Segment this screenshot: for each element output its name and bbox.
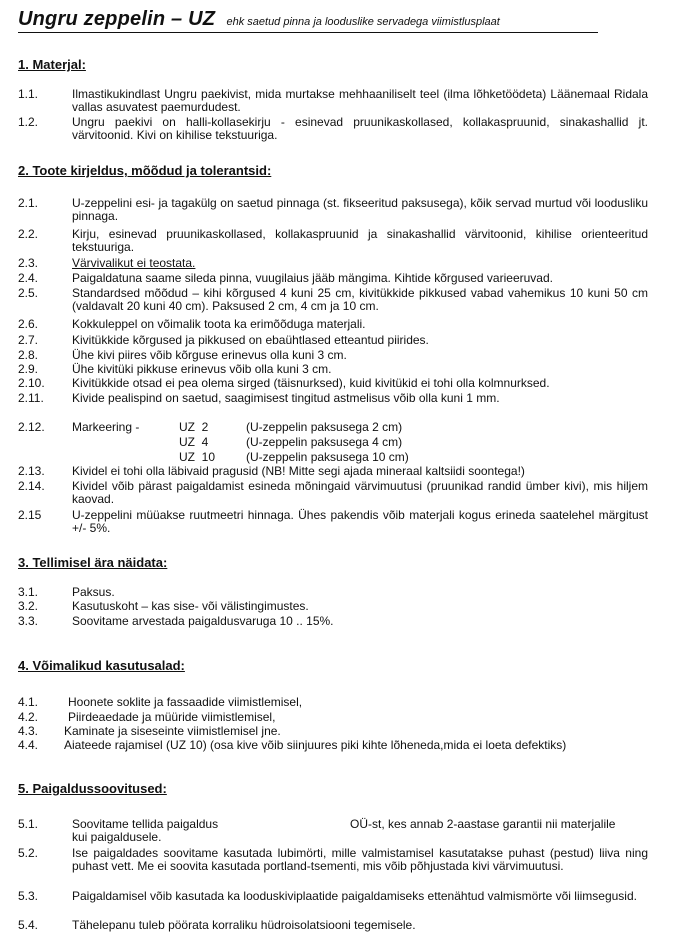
item-number: 4.3. — [18, 724, 39, 738]
section-heading-materjal: 1. Materjal: — [18, 57, 86, 72]
item-text-part-c: kui paigaldusele. — [72, 830, 162, 844]
section-heading-toote-kirjeldus: 2. Toote kirjeldus, mõõdud ja tolerantsid: — [18, 163, 272, 178]
list-item — [18, 711, 648, 724]
list-item — [18, 272, 648, 285]
item-number: 3.3. — [18, 614, 39, 628]
title-subtitle: ehk saetud pinna ja looduslike servadega viimistlusplaat — [226, 16, 500, 28]
item-number: 2.5. — [18, 286, 39, 300]
list-item — [18, 287, 648, 313]
list-item — [18, 509, 648, 535]
item-text: Kivide pealispind on saetud, saagimisest tingitud astmelisus võib olla kuni 1 mm. — [72, 391, 500, 405]
item-number: 2.10. — [18, 376, 45, 390]
item-text: Paksus. — [72, 585, 115, 599]
item-number: 1.1. — [18, 87, 39, 101]
item-text: Kirju, esinevad pruunikaskollased, kollakaspruunid ja sinakashallid värvitoonid, kihilise orienteeritud tekstuuriga. — [72, 227, 648, 254]
list-item — [18, 818, 648, 844]
item-number: 2.14. — [18, 479, 45, 493]
marking-label: Markeering - — [72, 420, 140, 434]
list-item — [18, 696, 648, 709]
marking-code: UZ 10 — [179, 450, 216, 464]
marking-row — [18, 421, 648, 434]
item-number: 2.15 — [18, 508, 42, 522]
item-number: 2.4. — [18, 271, 39, 285]
marking-desc: (U-zeppelin paksusega 2 cm) — [246, 420, 403, 434]
marking-desc: (U-zeppelin paksusega 10 cm) — [246, 450, 409, 464]
item-text: U-zeppelini müüakse ruutmeetri hinnaga. Ühes pakendis võib materjali kogus erineda saatelehel märgitust +/- 5%. — [72, 508, 648, 535]
item-number: 2.3. — [18, 256, 39, 270]
marking-row — [18, 436, 648, 449]
item-text-part-a: Soovitame tellida paigaldus — [72, 817, 219, 831]
list-item — [18, 600, 648, 613]
list-item — [18, 318, 648, 331]
item-text: Värvivalikut ei teostata. — [72, 256, 196, 270]
marking-row — [18, 451, 648, 464]
list-item — [18, 363, 648, 376]
title-main: Ungru zeppelin – UZ — [18, 8, 216, 30]
item-number: 3.2. — [18, 599, 39, 613]
list-item — [18, 88, 648, 114]
item-number: 2.12. — [18, 420, 45, 434]
list-item — [18, 465, 648, 478]
list-item — [18, 392, 648, 405]
item-number: 2.6. — [18, 317, 39, 331]
item-text-part-b: OÜ-st, kes annab 2-aastase garantii nii materjalile — [350, 817, 616, 831]
list-item — [18, 480, 648, 506]
list-item — [18, 377, 648, 390]
item-number: 4.4. — [18, 738, 39, 752]
item-number: 2.7. — [18, 333, 39, 347]
item-text: Tähelepanu tuleb pöörata korraliku hüdroisolatsiooni tegemisele. — [72, 918, 416, 932]
item-text: Kividel ei tohi olla läbivaid pragusid (NB! Mitte segi ajada mineraal kaltsiidi soontega!) — [72, 464, 525, 478]
item-text: U-zeppelini esi- ja tagakülg on saetud pinnaga (st. fikseeritud paksusega), kõik servad murtud või loodusliku pinnaga. — [72, 196, 648, 223]
list-item — [18, 919, 648, 932]
item-number: 5.4. — [18, 918, 39, 932]
item-text: Soovitame arvestada paigaldusvaruga 10 .. 15%. — [72, 614, 334, 628]
list-item — [18, 257, 648, 270]
item-text: Ühe kivitüki pikkuse erinevus võib olla kuni 3 cm. — [72, 362, 332, 376]
item-number: 5.1. — [18, 817, 39, 831]
item-number: 3.1. — [18, 585, 39, 599]
item-text: Kividel võib pärast paigaldamist esineda mõningaid värvimuutusi (pruunikad randid ümber kivi), mis hiljem kaovad. — [72, 479, 648, 506]
section-heading-paigaldussoovitused: 5. Paigaldussoovitused: — [18, 781, 167, 796]
item-number: 1.2. — [18, 115, 39, 129]
list-item — [18, 116, 648, 142]
item-number: 2.8. — [18, 348, 39, 362]
marking-code: UZ 4 — [179, 435, 209, 449]
list-item — [18, 586, 648, 599]
item-number: 2.1. — [18, 196, 39, 210]
item-number: 4.2. — [18, 710, 39, 724]
item-number: 2.11. — [18, 391, 44, 405]
item-text: Kaminate ja siseseinte viimistlemisel jne. — [64, 724, 281, 738]
item-text: Standardsed mõõdud – kihi kõrgused 4 kuni 25 cm, kivitükkide pikkused vabad vahemikus 10 kuni 50 cm (valdavalt 20 kuni 40 cm). Paksused 2 cm, 4 cm ja 10 cm. — [72, 286, 648, 313]
list-item — [18, 615, 648, 628]
list-item — [18, 228, 648, 254]
section-heading-tellimisel: 3. Tellimisel ära näidata: — [18, 555, 168, 570]
document-title — [18, 8, 598, 33]
item-text: Ilmastikukindlast Ungru paekivist, mida murtakse mehhaaniliselt teel (ilma lõhketöödeta) Läänemaal Ridala vallas asuvatest paemurdudest. — [72, 87, 648, 114]
marking-code: UZ 2 — [179, 420, 209, 434]
item-text: Kivitükkide otsad ei pea olema sirged (täisnurksed), kuid kivitükid ei tohi olla kolmnurksed. — [72, 376, 550, 390]
item-text: Kasutuskoht – kas sise- või välistingimustes. — [72, 599, 309, 613]
list-item — [18, 847, 648, 886]
item-number: 4.1. — [18, 695, 39, 709]
list-item — [18, 334, 648, 347]
item-text: Kokkuleppel on võimalik toota ka erimõõduga materjali. — [72, 317, 366, 331]
item-number: 5.2. — [18, 846, 39, 860]
list-item — [18, 890, 648, 916]
list-item — [18, 349, 648, 362]
item-text: Hoonete soklite ja fassaadide viimistlemisel, — [68, 695, 303, 709]
marking-desc: (U-zeppelin paksusega 4 cm) — [246, 435, 403, 449]
item-text: Paigaldatuna saame sileda pinna, vuugilaius jääb mängima. Kihtide kõrgused varieeruvad. — [72, 271, 553, 285]
item-text: Kivitükkide kõrgused ja pikkused on ebaühtlased etteantud piirides. — [72, 333, 429, 347]
item-number: 2.2. — [18, 227, 39, 241]
item-text: Aiateede rajamisel (UZ 10) (osa kive võib siinjuures piki kihte lõheneda,mida ei loeta defektiks) — [64, 738, 567, 752]
item-number: 5.3. — [18, 889, 39, 903]
item-text: Ise paigaldades soovitame kasutada lubimörti, mille valmistamisel kasutatakse puhast (pestud) liiva ning puhast vett. Me ei soovita kasutada portland-tsementi, mis võib põhjustada kivi värvimuutusi. — [72, 846, 648, 873]
item-text: Ungru paekivi on halli-kollasekirju - esinevad pruunikaskollased, kollakaspruunid, sinakashallid jt. värvitoonid. Kivi on kihilise tekstuuriga. — [72, 115, 648, 142]
item-number: 2.9. — [18, 362, 39, 376]
item-text: Ühe kivi piires võib kõrguse erinevus olla kuni 3 cm. — [72, 348, 347, 362]
section-heading-kasutusalad: 4. Võimalikud kasutusalad: — [18, 658, 185, 673]
list-item — [18, 739, 658, 752]
list-item — [18, 725, 648, 738]
item-text: Piirdeaedade ja müüride viimistlemisel, — [68, 710, 276, 724]
item-text: Paigaldamisel võib kasutada ka looduskiviplaatide paigaldamiseks ettenähtud valmismörte või liimsegusid. — [72, 889, 637, 903]
item-number: 2.13. — [18, 464, 45, 478]
list-item — [18, 197, 648, 223]
